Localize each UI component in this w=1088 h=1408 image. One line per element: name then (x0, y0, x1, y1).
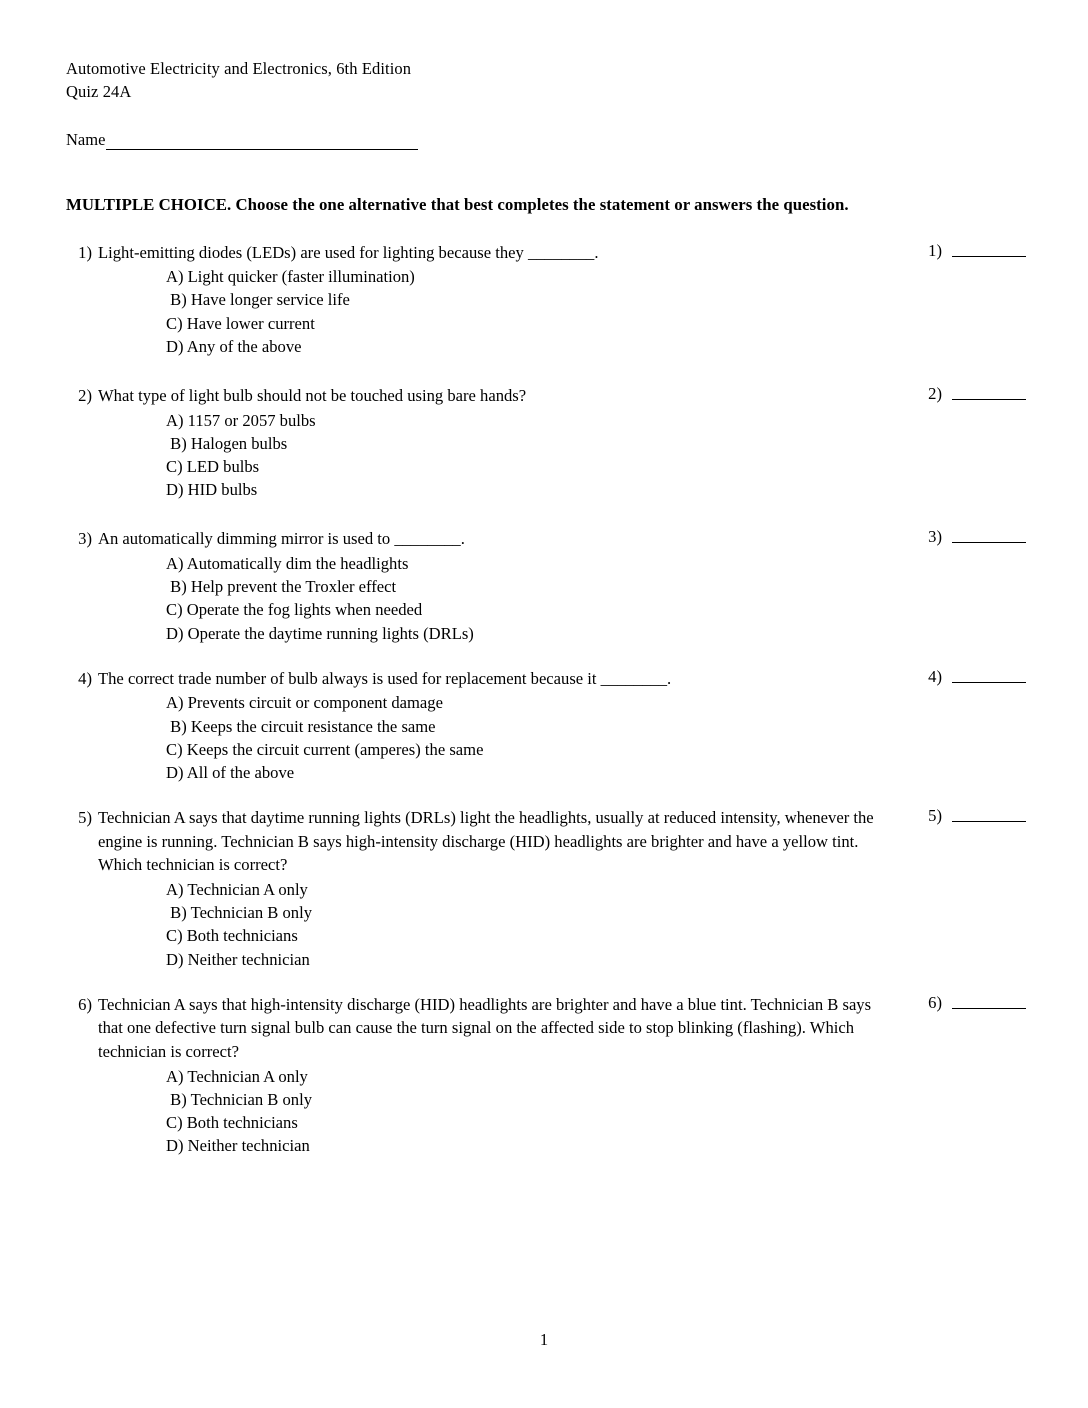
question-stem (66, 241, 881, 265)
question-text: Technician A says that high-intensity discharge (HID) headlights are brighter and have a blue tint. Technician B says that one defective turn signal bulb can cause the turn signal on the affected side to stop blinking (flashing). Which technician is correct? (98, 994, 872, 1061)
question-text: An automatically dimming mirror is used to ________. (98, 529, 465, 549)
answer-blank[interactable] (952, 667, 1026, 683)
question-item (66, 241, 1026, 358)
choice-list (66, 1065, 881, 1158)
answer-blank[interactable] (952, 384, 1026, 400)
question-stem (66, 667, 881, 691)
name-row (66, 130, 1026, 150)
question-number: 5) (78, 808, 92, 828)
choice-d[interactable]: D) Neither technician (166, 1136, 310, 1156)
question-body (66, 527, 881, 644)
question-body (66, 667, 881, 784)
question-body (66, 806, 881, 971)
answer-blank[interactable] (952, 993, 1026, 1009)
choice-a[interactable]: A) 1157 or 2057 bulbs (166, 410, 316, 430)
question-stem (66, 806, 881, 877)
answer-slot (928, 241, 1026, 261)
answer-number: 1) (928, 240, 942, 260)
choice-b[interactable]: B) Technician B only (166, 1089, 313, 1109)
question-number: 1) (78, 242, 92, 262)
choice-a[interactable]: A) Technician A only (166, 879, 308, 899)
name-label: Name (66, 129, 106, 149)
question-text: Technician A says that daytime running lights (DRLs) light the headlights, usually at reduced intensity, whenever the engine is running. Technician B says high-intensity discharge (HID) headlights are brighter and have a yellow tint. Which technician is correct? (98, 808, 874, 875)
answer-slot (928, 384, 1026, 404)
choice-c[interactable]: C) Operate the fog lights when needed (166, 600, 423, 620)
book-title: Automotive Electricity and Electronics, 6th Edition (66, 59, 412, 78)
choice-list (66, 878, 881, 971)
question-number: 6) (78, 994, 92, 1014)
answer-number: 4) (928, 666, 942, 686)
name-input-line[interactable] (106, 135, 418, 150)
question-text: What type of light bulb should not be touched using bare hands? (98, 385, 527, 405)
choice-d[interactable]: D) Operate the daytime running lights (DRLs) (166, 623, 474, 643)
choice-c[interactable]: C) Both technicians (166, 926, 298, 946)
answer-number: 3) (928, 527, 942, 547)
answer-slot (928, 527, 1026, 547)
question-body (66, 241, 881, 358)
question-number: 3) (78, 529, 92, 549)
choice-list (66, 691, 881, 784)
choice-a[interactable]: A) Technician A only (166, 1066, 308, 1086)
answer-number: 2) (928, 383, 942, 403)
choice-c[interactable]: C) Keeps the circuit current (amperes) the same (166, 739, 484, 759)
question-body (66, 384, 881, 501)
answer-number: 6) (928, 992, 942, 1012)
choice-list (66, 265, 881, 358)
document-header (66, 58, 1026, 104)
question-text: Light-emitting diodes (LEDs) are used for lighting because they ________. (98, 242, 599, 262)
choice-d[interactable]: D) HID bulbs (166, 480, 258, 500)
instructions-text: MULTIPLE CHOICE. Choose the one alternative that best completes the statement or answers the question. (66, 194, 849, 214)
question-number: 4) (78, 668, 92, 688)
choice-b[interactable]: B) Keeps the circuit resistance the same (166, 716, 436, 736)
question-stem (66, 993, 881, 1064)
question-item (66, 806, 1026, 971)
answer-slot (928, 667, 1026, 687)
choice-b[interactable]: B) Technician B only (166, 903, 313, 923)
question-text: The correct trade number of bulb always is used for replacement because it ________. (98, 668, 672, 688)
answer-slot (928, 993, 1026, 1013)
answer-blank[interactable] (952, 527, 1026, 543)
choice-b[interactable]: B) Halogen bulbs (166, 433, 288, 453)
choice-b[interactable]: B) Have longer service life (166, 290, 350, 310)
choice-c[interactable]: C) LED bulbs (166, 456, 260, 476)
choice-c[interactable]: C) Both technicians (166, 1112, 298, 1132)
answer-blank[interactable] (952, 806, 1026, 822)
question-item (66, 527, 1026, 644)
page-number: 1 (539, 1330, 549, 1349)
answer-blank[interactable] (952, 241, 1026, 257)
question-stem (66, 527, 881, 551)
choice-a[interactable]: A) Light quicker (faster illumination) (166, 267, 415, 287)
question-item (66, 384, 1026, 501)
answer-slot (928, 806, 1026, 826)
choice-a[interactable]: A) Prevents circuit or component damage (166, 693, 443, 713)
question-body (66, 993, 881, 1158)
choice-d[interactable]: D) Neither technician (166, 949, 310, 969)
choice-b[interactable]: B) Help prevent the Troxler effect (166, 577, 397, 597)
answer-number: 5) (928, 806, 942, 826)
questions-list (66, 241, 1026, 1158)
choice-c[interactable]: C) Have lower current (166, 313, 315, 333)
choice-list (66, 409, 881, 502)
question-item (66, 993, 1026, 1158)
choice-a[interactable]: A) Automatically dim the headlights (166, 553, 409, 573)
choice-list (66, 552, 881, 645)
quiz-title: Quiz 24A (66, 81, 132, 101)
question-item (66, 667, 1026, 784)
question-stem (66, 384, 881, 408)
choice-d[interactable]: D) Any of the above (166, 336, 302, 356)
question-number: 2) (78, 385, 92, 405)
choice-d[interactable]: D) All of the above (166, 763, 295, 783)
